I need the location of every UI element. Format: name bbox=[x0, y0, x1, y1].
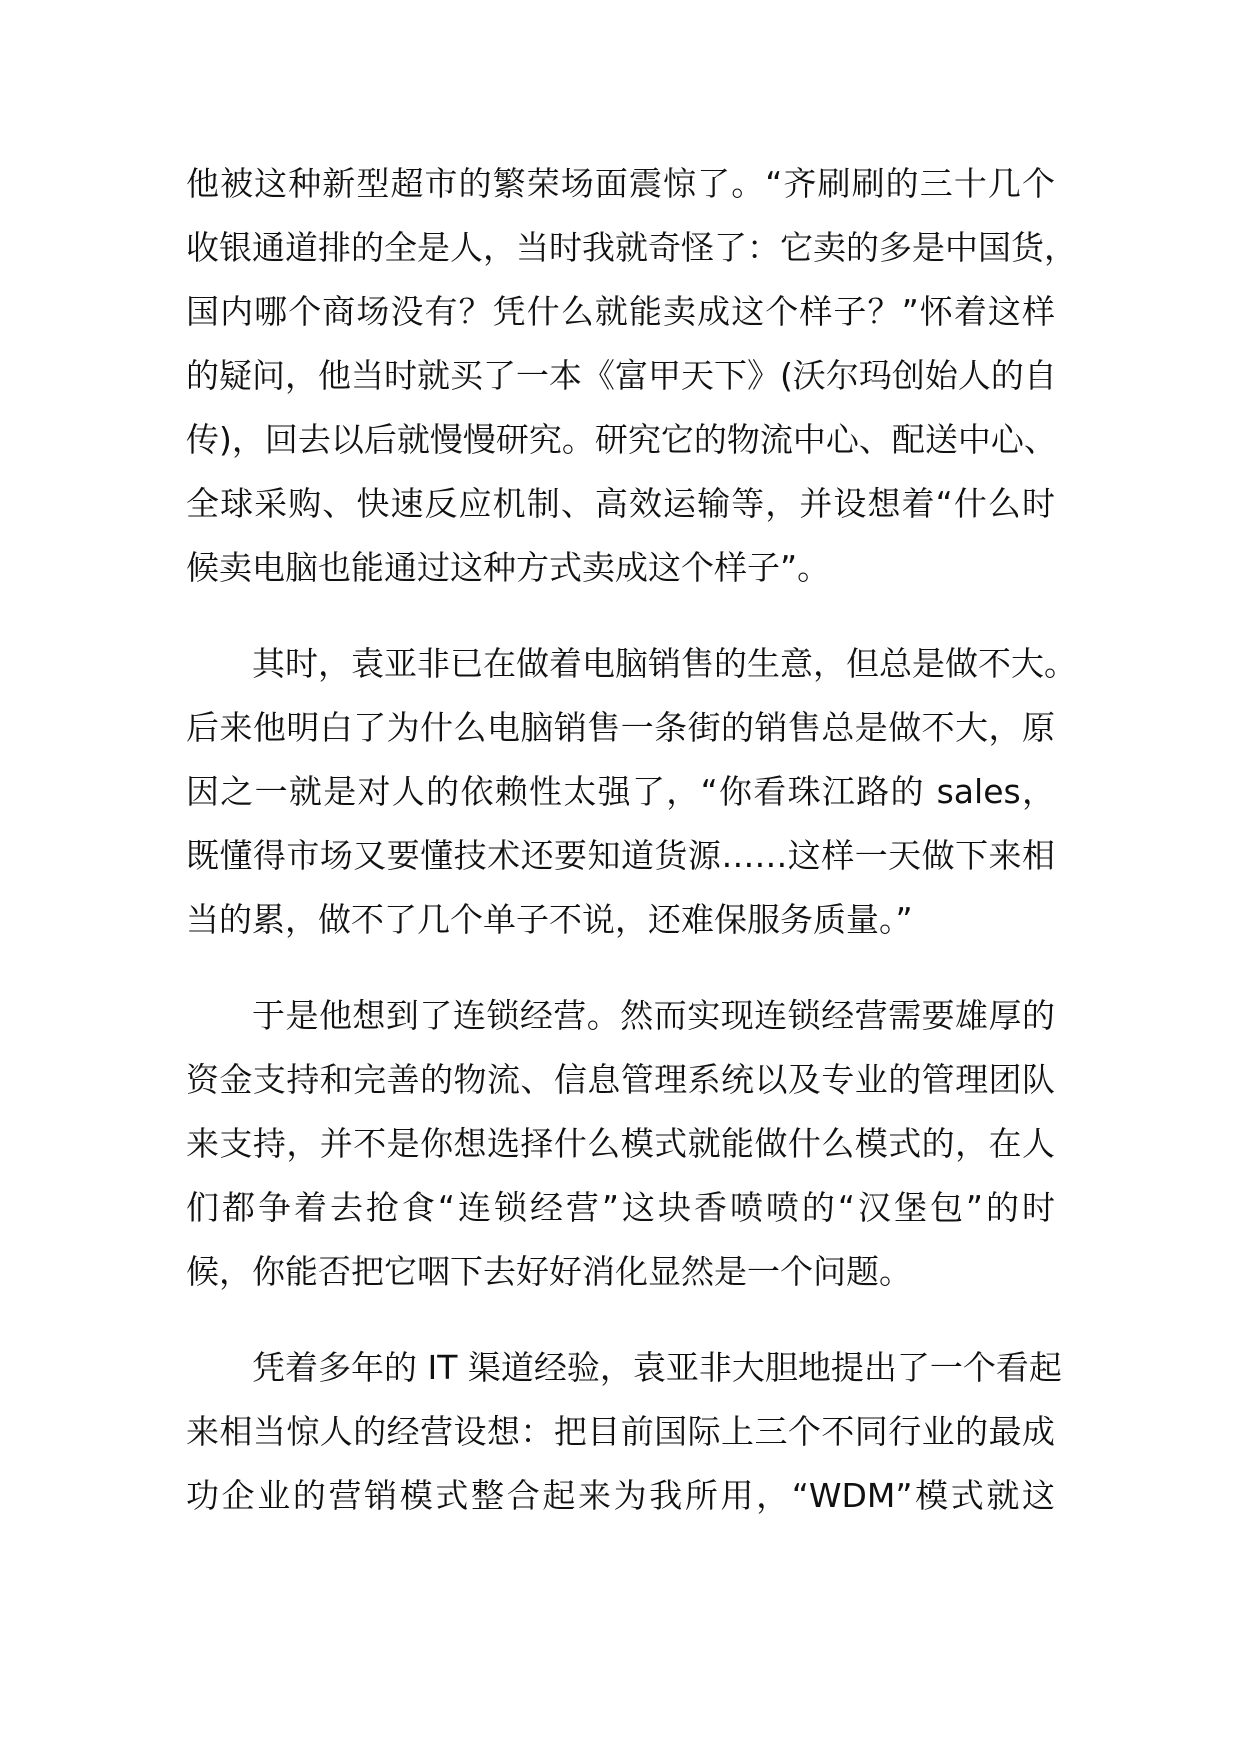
paragraph bbox=[186, 1336, 1062, 1528]
text-line: 功企业的营销模式整合起来为我所用，“WDM”模式就这 bbox=[186, 1476, 1055, 1515]
text-line: 当的累，做不了几个单子不说，还难保服务质量。” bbox=[186, 900, 913, 939]
text-line: 国内哪个商场没有？凭什么就能卖成这个样子？”怀着这样 bbox=[186, 292, 1055, 331]
text-line: 全球采购、快速反应机制、高效运输等，并设想着“什么时 bbox=[186, 484, 1055, 523]
paragraph bbox=[186, 632, 1077, 952]
text-line: 其时，袁亚非已在做着电脑销售的生意，但总是做不大。 bbox=[252, 644, 1077, 683]
text-line: 他被这种新型超市的繁荣场面震惊了。“齐刷刷的三十几个 bbox=[186, 164, 1055, 203]
paragraph-spacing bbox=[186, 1304, 1055, 1336]
text-line: 凭着多年的 IT 渠道经验，袁亚非大胆地提出了一个看起 bbox=[252, 1348, 1062, 1387]
text-line: 们都争着去抢食“连锁经营”这块香喷喷的“汉堡包”的时 bbox=[186, 1188, 1055, 1227]
text-line: 后来他明白了为什么电脑销售一条街的销售总是做不大，原 bbox=[186, 708, 1055, 747]
paragraph bbox=[186, 984, 1055, 1304]
text-line: 因之一就是对人的依赖性太强了，“你看珠江路的 sales， bbox=[186, 772, 1055, 811]
text-line: 收银通道排的全是人，当时我就奇怪了：它卖的多是中国货， bbox=[186, 228, 1077, 267]
text-line: 候卖电脑也能通过这种方式卖成这个样子”。 bbox=[186, 548, 831, 587]
text-line: 的疑问，他当时就买了一本《富甲天下》(沃尔玛创始人的自 bbox=[186, 356, 1057, 395]
text-line: 来支持，并不是你想选择什么模式就能做什么模式的，在人 bbox=[186, 1124, 1055, 1163]
paragraph bbox=[186, 152, 1077, 600]
text-line: 传)，回去以后就慢慢研究。研究它的物流中心、配送中心、 bbox=[186, 420, 1057, 459]
text-line: 候，你能否把它咽下去好好消化显然是一个问题。 bbox=[186, 1252, 912, 1291]
paragraph-spacing bbox=[186, 600, 1055, 632]
text-line: 资金支持和完善的物流、信息管理系统以及专业的管理团队 bbox=[186, 1060, 1055, 1099]
text-line: 既懂得市场又要懂技术还要知道货源……这样一天做下来相 bbox=[186, 836, 1055, 875]
paragraph-spacing bbox=[186, 952, 1055, 984]
body-text bbox=[186, 152, 1077, 1528]
text-line: 来相当惊人的经营设想：把目前国际上三个不同行业的最成 bbox=[186, 1412, 1055, 1451]
text-line: 于是他想到了连锁经营。然而实现连锁经营需要雄厚的 bbox=[252, 996, 1055, 1035]
